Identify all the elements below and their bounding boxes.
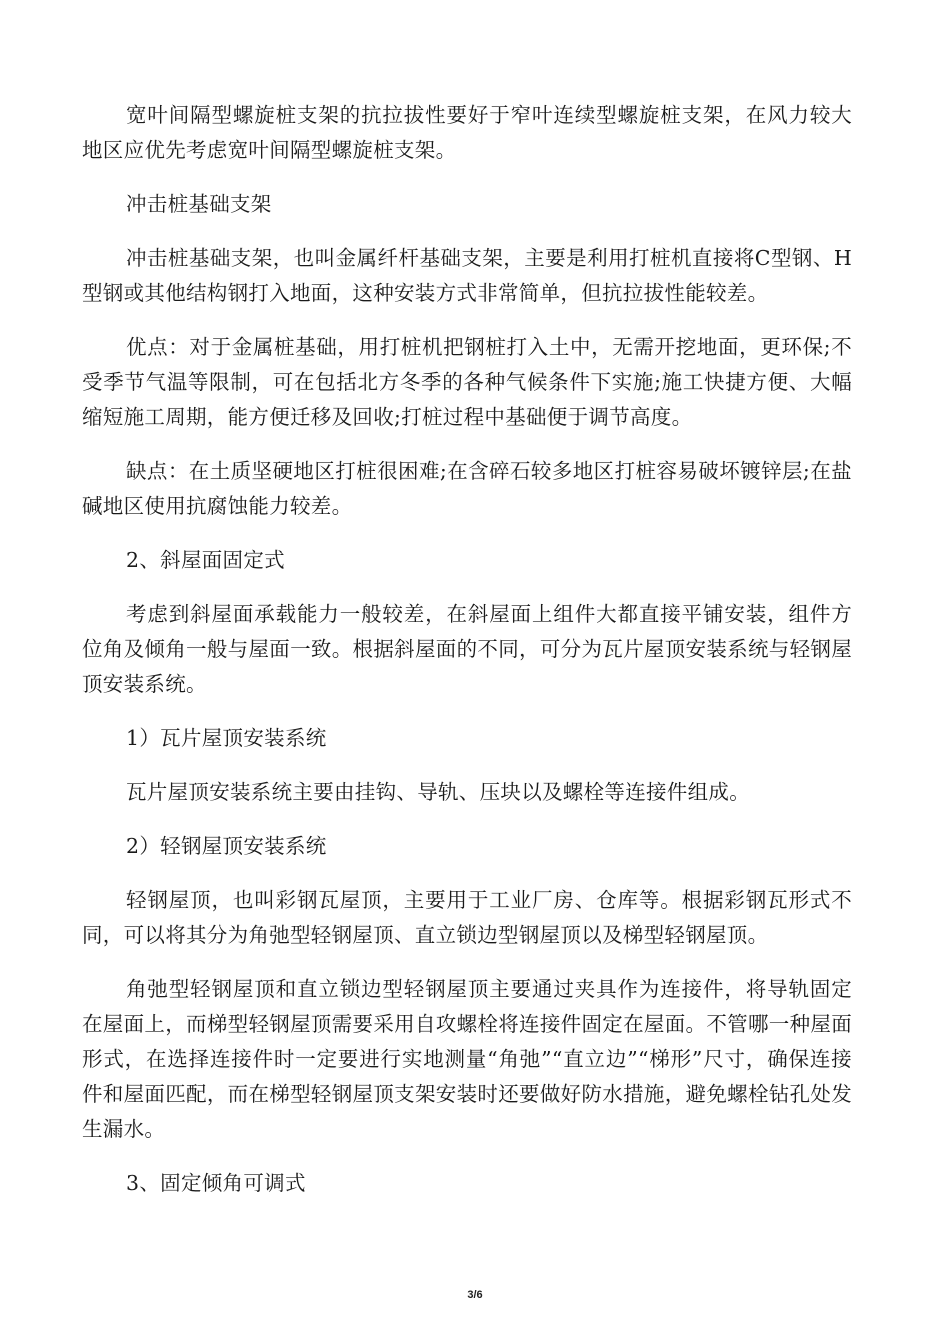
heading-fixed-tilt-adjustable: 3、固定倾角可调式 <box>126 1171 306 1195</box>
document-body <box>82 98 852 1220</box>
paragraph-connector-installation: 角弛型轻钢屋顶和直立锁边型轻钢屋顶主要通过夹具作为连接件，将导轨固定在屋面上，而梯型轻钢屋顶需要采用自攻螺栓将连接件固定在屋面。不管哪一种屋面形式，在选择连接件时一定要进行实地测量“角弛”“直立边”“梯形”尺寸，确保连接件和屋面匹配，而在梯型轻钢屋顶支架安装时还要做好防水措施，避免螺栓钻孔处发生漏水。 <box>82 977 852 1141</box>
heading-light-steel-roof-system: 2）轻钢屋顶安装系统 <box>126 834 327 858</box>
paragraph-wide-blade-screw-pile: 宽叶间隔型螺旋桩支架的抗拉拔性要好于窄叶连续型螺旋桩支架，在风力较大地区应优先考虑宽叶间隔型螺旋桩支架。 <box>82 103 852 162</box>
heading-impact-pile-support: 冲击桩基础支架 <box>126 192 272 216</box>
paragraph-advantages: 优点：对于金属桩基础，用打桩机把钢桩打入土中，无需开挖地面，更环保;不受季节气温等限制，可在包括北方冬季的各种气候条件下实施;施工快捷方便、大幅缩短施工周期，能方便迁移及回收;打桩过程中基础便于调节高度。 <box>82 335 852 429</box>
heading-sloped-roof-fixed: 2、斜屋面固定式 <box>126 548 285 572</box>
paragraph-light-steel-roof-types: 轻钢屋顶，也叫彩钢瓦屋顶，主要用于工业厂房、仓库等。根据彩钢瓦形式不同，可以将其分为角弛型轻钢屋顶、直立锁边型钢屋顶以及梯型轻钢屋顶。 <box>82 888 852 947</box>
paragraph-impact-pile-description: 冲击桩基础支架，也叫金属纤杆基础支架，主要是利用打桩机直接将C型钢、H型钢或其他结构钢打入地面，这种安装方式非常简单，但抗拉拔性能较差。 <box>82 246 852 305</box>
heading-tile-roof-system: 1）瓦片屋顶安装系统 <box>126 726 327 750</box>
paragraph-disadvantages: 缺点：在土质坚硬地区打桩很困难;在含碎石较多地区打桩容易破坏镀锌层;在盐碱地区使用抗腐蚀能力较差。 <box>82 459 852 518</box>
page-number: 3/6 <box>467 1289 483 1301</box>
paragraph-sloped-roof-description: 考虑到斜屋面承载能力一般较差，在斜屋面上组件大都直接平铺安装，组件方位角及倾角一般与屋面一致。根据斜屋面的不同，可分为瓦片屋顶安装系统与轻钢屋顶安装系统。 <box>82 602 852 696</box>
paragraph-tile-roof-components: 瓦片屋顶安装系统主要由挂钩、导轨、压块以及螺栓等连接件组成。 <box>126 780 750 804</box>
